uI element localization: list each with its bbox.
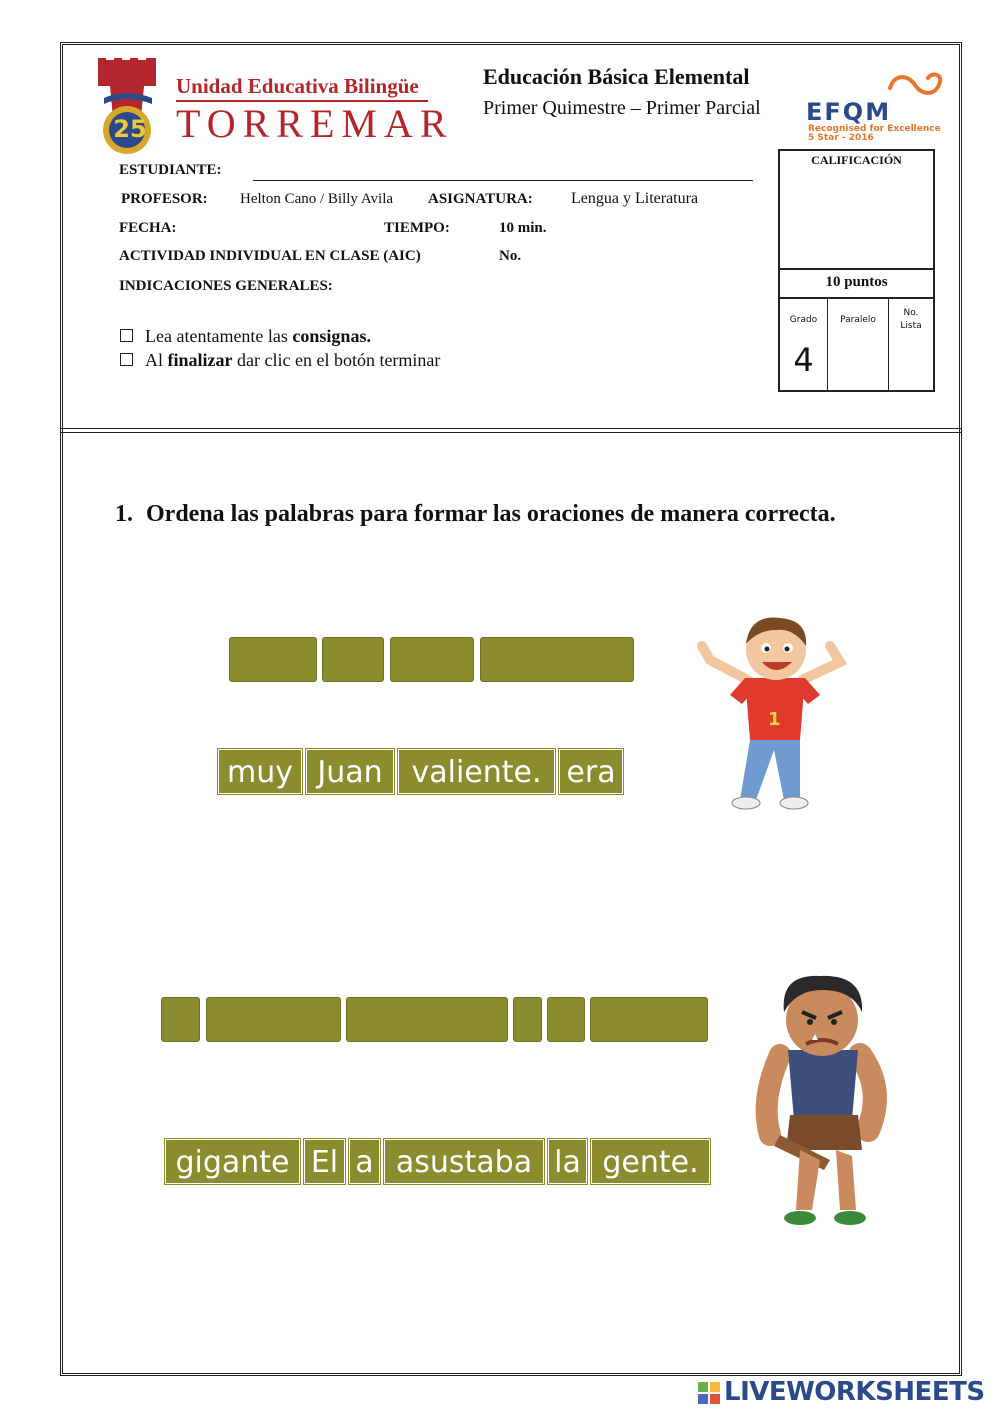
word-tile[interactable]: era bbox=[559, 749, 623, 794]
badge-number: 25 bbox=[113, 115, 147, 143]
header-divider bbox=[60, 428, 962, 433]
header-title: Educación Básica Elemental bbox=[483, 64, 750, 89]
grado-label: Grado bbox=[789, 315, 818, 325]
nolista-label: No. Lista bbox=[900, 308, 922, 331]
calificacion-rule-2 bbox=[780, 297, 933, 299]
answer-slot[interactable] bbox=[390, 637, 474, 682]
calificacion-rule-1 bbox=[780, 268, 933, 270]
asignatura-label: ASIGNATURA: bbox=[428, 191, 533, 207]
instruction-1 bbox=[120, 326, 371, 347]
answer-slot[interactable] bbox=[206, 997, 341, 1042]
word-tile[interactable]: la bbox=[548, 1139, 587, 1184]
question-text: Ordena las palabras para formar las oraciones de manera correcta. bbox=[146, 501, 836, 527]
school-name-line1: Unidad Educativa Bilingüe bbox=[176, 74, 419, 98]
instruction-2-bold: finalizar bbox=[167, 350, 233, 370]
estudiante-line[interactable] bbox=[253, 180, 753, 181]
liveworksheets-logo-icon bbox=[698, 1382, 720, 1404]
instruction-2-prefix: Al bbox=[145, 350, 168, 370]
efqm-tagline1: Recognised for Excellence bbox=[808, 124, 941, 134]
word-tile[interactable]: a bbox=[349, 1139, 380, 1184]
word-tile[interactable]: Juan bbox=[306, 749, 394, 794]
word-tile[interactable]: gente. bbox=[591, 1139, 710, 1184]
efqm-logo-text: EFQM bbox=[806, 98, 892, 126]
indicaciones-label: INDICACIONES GENERALES: bbox=[119, 278, 333, 294]
profesor-label: PROFESOR: bbox=[121, 191, 208, 207]
efqm-infinity-icon bbox=[884, 68, 946, 102]
estudiante-label: ESTUDIANTE: bbox=[119, 162, 222, 178]
instruction-1-prefix: Lea atentamente las bbox=[145, 326, 293, 346]
calificacion-vrule-1 bbox=[827, 297, 828, 392]
school-name-line2: TORREMAR bbox=[176, 101, 454, 146]
answer-slot[interactable] bbox=[322, 637, 384, 682]
fecha-label: FECHA: bbox=[119, 220, 177, 236]
instruction-2 bbox=[120, 350, 440, 371]
instruction-1-bold: consignas. bbox=[292, 326, 371, 346]
giant-illustration bbox=[740, 960, 910, 1235]
word-tile[interactable]: asustaba bbox=[384, 1139, 544, 1184]
tiempo-value: 10 min. bbox=[499, 220, 547, 236]
calificacion-points: 10 puntos bbox=[825, 274, 888, 290]
answer-slot[interactable] bbox=[513, 997, 542, 1042]
word-tile[interactable]: El bbox=[304, 1139, 345, 1184]
answer-slot[interactable] bbox=[229, 637, 317, 682]
answer-slot[interactable] bbox=[480, 637, 634, 682]
calificacion-vrule-2 bbox=[888, 297, 889, 392]
calificacion-title: CALIFICACIÓN bbox=[811, 153, 902, 167]
efqm-tagline2: 5 Star - 2016 bbox=[808, 133, 874, 143]
word-tile[interactable]: muy bbox=[218, 749, 302, 794]
answer-slot[interactable] bbox=[346, 997, 508, 1042]
grado-value: 4 bbox=[793, 341, 814, 379]
calificacion-box bbox=[778, 149, 935, 392]
answer-slot[interactable] bbox=[161, 997, 200, 1042]
checkbox-icon bbox=[120, 353, 133, 366]
actividad-label: ACTIVIDAD INDIVIDUAL EN CLASE (AIC) bbox=[119, 248, 421, 264]
tiempo-label: TIEMPO: bbox=[384, 220, 450, 236]
profesor-value: Helton Cano / Billy Avila bbox=[240, 191, 394, 207]
instruction-2-suffix: dar clic en el botón terminar bbox=[232, 350, 441, 370]
paralelo-label: Paralelo bbox=[840, 315, 876, 325]
svg-text:1: 1 bbox=[768, 709, 781, 730]
word-tile[interactable]: gigante bbox=[165, 1139, 300, 1184]
actividad-no-label: No. bbox=[499, 248, 522, 264]
liveworksheets-brand[interactable]: LIVEWORKSHEETS bbox=[724, 1377, 985, 1407]
header-subtitle: Primer Quimestre – Primer Parcial bbox=[483, 97, 761, 119]
answer-slot[interactable] bbox=[547, 997, 585, 1042]
word-tile[interactable]: valiente. bbox=[398, 749, 555, 794]
question-number: 1. bbox=[115, 501, 133, 527]
boy-illustration bbox=[690, 600, 870, 815]
asignatura-value: Lengua y Literatura bbox=[571, 190, 699, 207]
checkbox-icon bbox=[120, 329, 133, 342]
answer-slot[interactable] bbox=[590, 997, 708, 1042]
school-logo bbox=[96, 58, 166, 158]
